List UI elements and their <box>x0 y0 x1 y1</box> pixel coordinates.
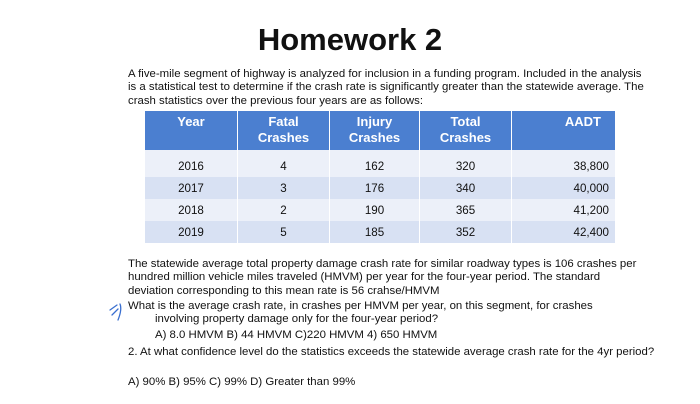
page-title: Homework 2 <box>257 22 443 57</box>
question-2-answers: A) 90% B) 95% C) 99% D) Greater than 99% <box>128 376 356 388</box>
pen-annotation-icon <box>108 300 130 322</box>
cell-injury: 190 <box>330 199 420 221</box>
cell-total: 352 <box>420 221 512 243</box>
cell-total: 320 <box>420 155 512 177</box>
crash-statistics-table <box>145 111 615 243</box>
cell-total: 340 <box>420 177 512 199</box>
header-total-crashes: Total Crashes <box>420 111 512 150</box>
question-1-answers: A) 8.0 HMVM B) 44 HMVM C)220 HMVM 4) 650 HMVM <box>155 329 438 341</box>
cell-fatal: 4 <box>238 155 330 177</box>
table-header-row <box>145 111 615 150</box>
cell-fatal: 2 <box>238 199 330 221</box>
table-row <box>145 199 615 221</box>
cell-aadt: 42,400 <box>512 221 616 243</box>
cell-year: 2017 <box>145 177 238 199</box>
cell-year: 2016 <box>145 155 238 177</box>
cell-injury: 176 <box>330 177 420 199</box>
question-2: 2. At what confidence level do the statistics exceeds the statewide average crash rate for the 4yr period? <box>128 346 655 358</box>
question-1-line-1: What is the average crash rate, in crashes per HMVM per year, on this segment, for crashes <box>128 300 593 312</box>
table-row <box>145 177 615 199</box>
statewide-average-paragraph: The statewide average total property damage crash rate for similar roadway types is 106 crashes per hundred million vehicle miles traveled (HMVM) per year for the four-year period. The standard deviation corresponding to this mean rate is 56 crahse/HMVM <box>128 258 637 297</box>
cell-aadt: 38,800 <box>512 155 616 177</box>
cell-fatal: 5 <box>238 221 330 243</box>
cell-year: 2018 <box>145 199 238 221</box>
cell-injury: 162 <box>330 155 420 177</box>
intro-paragraph: A five-mile segment of highway is analyzed for inclusion in a funding program. Included in the analysis is a statistical test to determine if the crash rate is significantly greater than the statewide average. The crash statistics over the previous four years are as follows: <box>128 68 644 107</box>
header-injury-crashes: Injury Crashes <box>330 111 420 150</box>
cell-aadt: 40,000 <box>512 177 616 199</box>
header-year: Year <box>145 111 238 150</box>
cell-fatal: 3 <box>238 177 330 199</box>
question-1-line-2: involving property damage only for the four-year period? <box>155 313 439 326</box>
table-row <box>145 155 615 177</box>
cell-aadt: 41,200 <box>512 199 616 221</box>
cell-injury: 185 <box>330 221 420 243</box>
question-1 <box>128 300 628 327</box>
table-row <box>145 221 615 243</box>
cell-year: 2019 <box>145 221 238 243</box>
header-aadt: AADT <box>512 111 616 150</box>
cell-total: 365 <box>420 199 512 221</box>
header-fatal-crashes: Fatal Crashes <box>238 111 330 150</box>
